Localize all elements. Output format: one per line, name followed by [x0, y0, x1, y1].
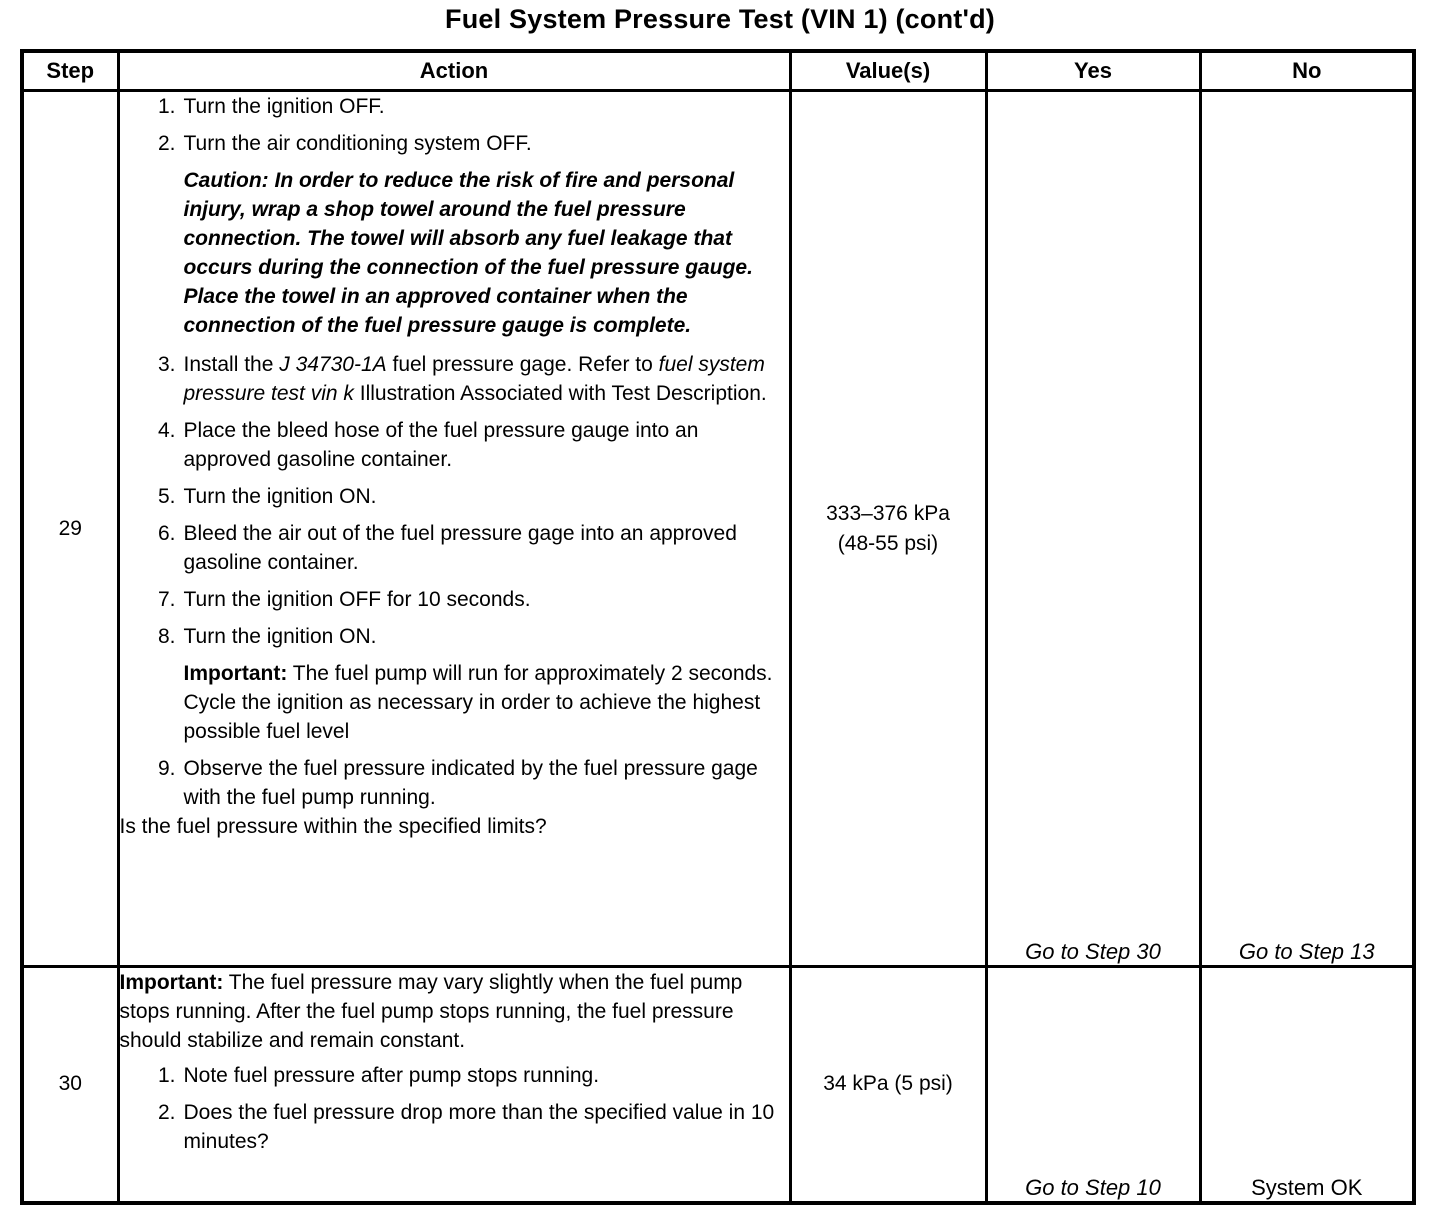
step-text: Illustration Associated with Test Description. — [353, 382, 767, 405]
no-cell — [1200, 91, 1414, 967]
step-text: Install the — [183, 353, 280, 376]
header-yes: Yes — [986, 51, 1200, 91]
list-item: 9. Observe the fuel pressure indicated by the fuel pressure gage with the fuel pump running. — [157, 757, 758, 809]
important-note — [120, 968, 789, 1055]
list-item: 4. Place the bleed hose of the fuel pressure gauge into an approved gasoline container. — [157, 419, 699, 471]
no-cell — [1200, 967, 1414, 1203]
step-number: 29 — [22, 91, 118, 967]
step-text: Turn the ignition ON. — [183, 485, 377, 508]
step-text: Turn the air conditioning system OFF. — [183, 132, 532, 155]
list-item: 1. Note fuel pressure after pump stops running. — [157, 1064, 600, 1087]
action-steps — [120, 1061, 789, 1156]
value-cell — [790, 91, 986, 967]
table-row-step-30 — [22, 967, 1414, 1203]
list-item: 6. Bleed the air out of the fuel pressure gage into an approved gasoline container. — [157, 522, 737, 574]
step-text: fuel pressure gage. Refer to — [386, 353, 659, 376]
step-text: Place the bleed hose of the fuel pressure gauge into an approved gasoline container. — [183, 419, 699, 471]
list-item: 2. Does the fuel pressure drop more than the specified value in 10 minutes? — [157, 1101, 775, 1153]
action-cell — [118, 91, 790, 967]
list-item: 5. Turn the ignition ON. — [157, 485, 377, 508]
important-label: Important: — [183, 662, 288, 685]
list-item: 1. Turn the ignition OFF. — [157, 95, 385, 118]
action-cell — [118, 967, 790, 1203]
important-label: Important: — [119, 971, 224, 994]
important-text: The fuel pump will run for approximately 2 seconds. Cycle the ignition as necessary in order to achieve the highest possible fuel level — [183, 662, 773, 743]
value-cell — [790, 967, 986, 1203]
header-no: No — [1200, 51, 1414, 91]
important-note — [184, 659, 789, 746]
step-text: Turn the ignition OFF for 10 seconds. — [183, 588, 531, 611]
action-steps — [120, 754, 789, 812]
action-steps — [120, 350, 789, 651]
list-item: 7. Turn the ignition OFF for 10 seconds. — [157, 588, 531, 611]
no-link[interactable]: Go to Step 13 — [1238, 939, 1375, 964]
value-text: 34 kPa (5 psi) — [823, 1072, 953, 1096]
table-header-row — [22, 51, 1414, 91]
list-item: 3. Install the J 34730-1A fuel pressure gage. Refer to fuel system pressure test vin k Illustration Associated with Test Description. — [157, 353, 767, 405]
table-row-step-29 — [22, 91, 1414, 967]
step-text: Observe the fuel pressure indicated by the fuel pressure gage with the fuel pump running. — [183, 757, 758, 809]
step-text: Does the fuel pressure drop more than the specified value in 10 minutes? — [183, 1101, 775, 1153]
list-item: 8. Turn the ignition ON. — [157, 625, 377, 648]
yes-cell — [986, 91, 1200, 967]
step-text: Bleed the air out of the fuel pressure gage into an approved gasoline container. — [183, 522, 737, 574]
yes-link[interactable]: Go to Step 30 — [1025, 939, 1161, 964]
page-title: Fuel System Pressure Test (VIN 1) (cont'd) — [445, 4, 995, 34]
illustration-reference: fuel system pressure test vin k — [183, 353, 765, 405]
value-text: (48-55 psi) — [837, 531, 939, 555]
yes-link[interactable]: Go to Step 10 — [1025, 1174, 1161, 1200]
tool-reference: J 34730-1A — [279, 353, 387, 376]
step-text: Turn the ignition ON. — [183, 625, 377, 648]
step-text: Turn the ignition OFF. — [183, 95, 385, 118]
diagnostic-table — [20, 49, 1416, 1205]
list-item: 2. Turn the air conditioning system OFF. — [157, 132, 532, 155]
header-action: Action — [118, 51, 790, 91]
step-question: Is the fuel pressure within the specified limits? — [119, 815, 547, 838]
caution-note: Caution: In order to reduce the risk of fire and personal injury, wrap a shop towel around the fuel pressure connection. The towel will absorb any fuel leakage that occurs during the connection of the fuel pressure gauge. Place the towel in an approved container when the connection of the fuel pressure gauge is complete. — [183, 169, 753, 337]
header-step: Step — [22, 51, 118, 91]
value-text: 333–376 kPa — [826, 501, 950, 525]
no-result: System OK — [1251, 1174, 1363, 1200]
yes-cell — [986, 967, 1200, 1203]
header-values: Value(s) — [790, 51, 986, 91]
action-steps — [120, 92, 789, 158]
step-number: 30 — [22, 967, 118, 1203]
step-text: Note fuel pressure after pump stops running. — [183, 1064, 600, 1087]
important-text: The fuel pressure may vary slightly when the fuel pump stops running. After the fuel pump stops running, the fuel pressure should stabilize and remain constant. — [119, 971, 743, 1052]
